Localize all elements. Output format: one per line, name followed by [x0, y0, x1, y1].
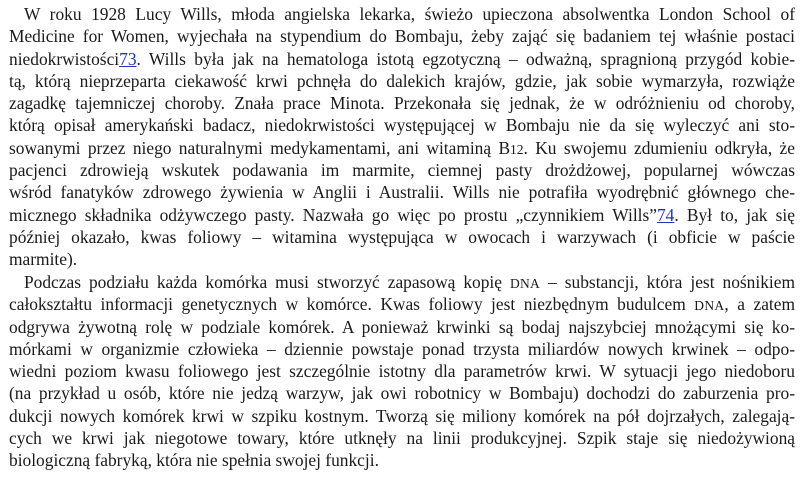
text-segment: (na przykład u osób, które nie jedzą warzyw, jak owi robotnicy w Bombaju) dochodzi do zaburzenia pro-	[9, 383, 795, 404]
vitamin-index: 12	[510, 141, 524, 157]
text-line	[9, 181, 795, 203]
text-line	[9, 427, 795, 449]
text-segment: wiedni poziom kwasu foliowego jest szczególnie istotny dla parametrów krwi. W sytuacji jego niedoboru	[9, 361, 795, 382]
text-line	[9, 248, 795, 270]
small-caps-term: DNA	[694, 298, 725, 314]
text-line	[9, 92, 795, 114]
text-line	[9, 360, 795, 382]
text-line	[9, 159, 795, 181]
text-segment: zagadkę tajemniczej choroby. Znała prace Minota. Przekonała się jednak, że w odróżnieniu od choroby,	[9, 93, 795, 114]
text-line	[9, 293, 795, 315]
text-line	[9, 316, 795, 338]
text-segment: Medicine for Women, wyjechała na stypendium do Bombaju, żeby zająć się badaniem tej właśnie postaci	[9, 26, 795, 47]
text-line	[9, 449, 795, 471]
text-segment: sowanymi przez niego naturalnymi medykamentami, ani witaminą B	[9, 137, 511, 158]
text-segment: cych we krwi jak niegotowe towary, które utknęły na linii produkcyjnej. Szpik staje się niedożywioną	[9, 428, 795, 449]
small-caps-term: DNA	[509, 276, 541, 291]
text-segment: . Wills była jak na hematologa istotą egzotyczną – odważną, spragnioną przygód kobie-	[136, 48, 795, 69]
text-segment: później okazało, kwas foliowy – witamina występująca w owocach i warzywach (i obficie w paście	[9, 226, 795, 247]
text-segment: W roku 1928 Lucy Wills, młoda angielska lekarka, świeżo upieczona absolwentka London School of	[24, 4, 795, 24]
text-line	[9, 70, 795, 92]
text-segment: niedokrwistości	[9, 48, 120, 69]
text-segment: tą, którą nieprzeparta ciekawość krwi pchnęła do dalekich krajów, gdzie, jak sobie wymarzyła, rozwiąże	[9, 70, 795, 91]
text-segment: wśród fanatyków zdrowego żywienia w Anglii i Australii. Wills nie potrafiła wyodrębnić głównego che-	[9, 182, 795, 203]
text-line	[9, 338, 795, 360]
text-line	[9, 271, 795, 293]
text-segment: – substancji, która jest nośnikiem	[540, 272, 795, 292]
text-line	[9, 226, 795, 248]
text-segment: biologiczną fabryką, która nie spełnia swojej funkcji.	[9, 450, 379, 471]
text-line	[9, 114, 795, 136]
text-segment: Podczas podziału każda komórka musi stworzyć zapasową kopię	[24, 272, 510, 292]
text-segment: pacjenci zdrowieją wskutek podawania im marmite, ciemnej pasty drożdżowej, popularnej wówczas	[9, 160, 795, 181]
text-line	[9, 204, 795, 226]
text-segment: całokształtu informacji genetycznych w komórce. Kwas foliowy jest niezbędnym budulcem	[9, 294, 695, 315]
text-segment: odgrywa żywotną rolę w podziale komórek. A ponieważ krwinki są bodaj najszybciej mnożącymi się ko-	[9, 316, 795, 337]
footnote-link[interactable]: 73	[119, 48, 137, 69]
text-segment: . Ku swojemu zdumieniu odkryła, że	[523, 137, 795, 158]
text-segment: marmite).	[9, 249, 78, 270]
text-line	[9, 382, 795, 404]
text-segment: dukcji nowych komórek krwi w szpiku kostnym. Tworzą się miliony komórek na pół dojrzałych, zalegają-	[9, 405, 795, 426]
text-line	[9, 3, 795, 25]
text-line	[9, 137, 795, 159]
text-line	[9, 48, 795, 70]
text-segment: mórkami w organizmie człowieka – dziennie powstaje ponad trzysta miliardów nowych krwinek – odpo-	[9, 338, 795, 359]
text-segment: , a zatem	[724, 294, 796, 315]
text-line	[9, 25, 795, 47]
text-segment: którą opisał amerykański badacz, niedokrwistości występującej w Bombaju nie da się wyleczyć ani sto-	[9, 115, 795, 136]
text-segment: micznego składnika odżywczego pasty. Nazwała go więc po prostu „czynnikiem Wills”	[9, 204, 657, 225]
text-line	[9, 405, 795, 427]
paragraph-cell-division	[9, 271, 795, 472]
footnote-link[interactable]: 74	[656, 204, 675, 225]
text-segment: . Był to, jak się	[674, 204, 795, 225]
paragraph-lucy-wills	[9, 3, 795, 271]
